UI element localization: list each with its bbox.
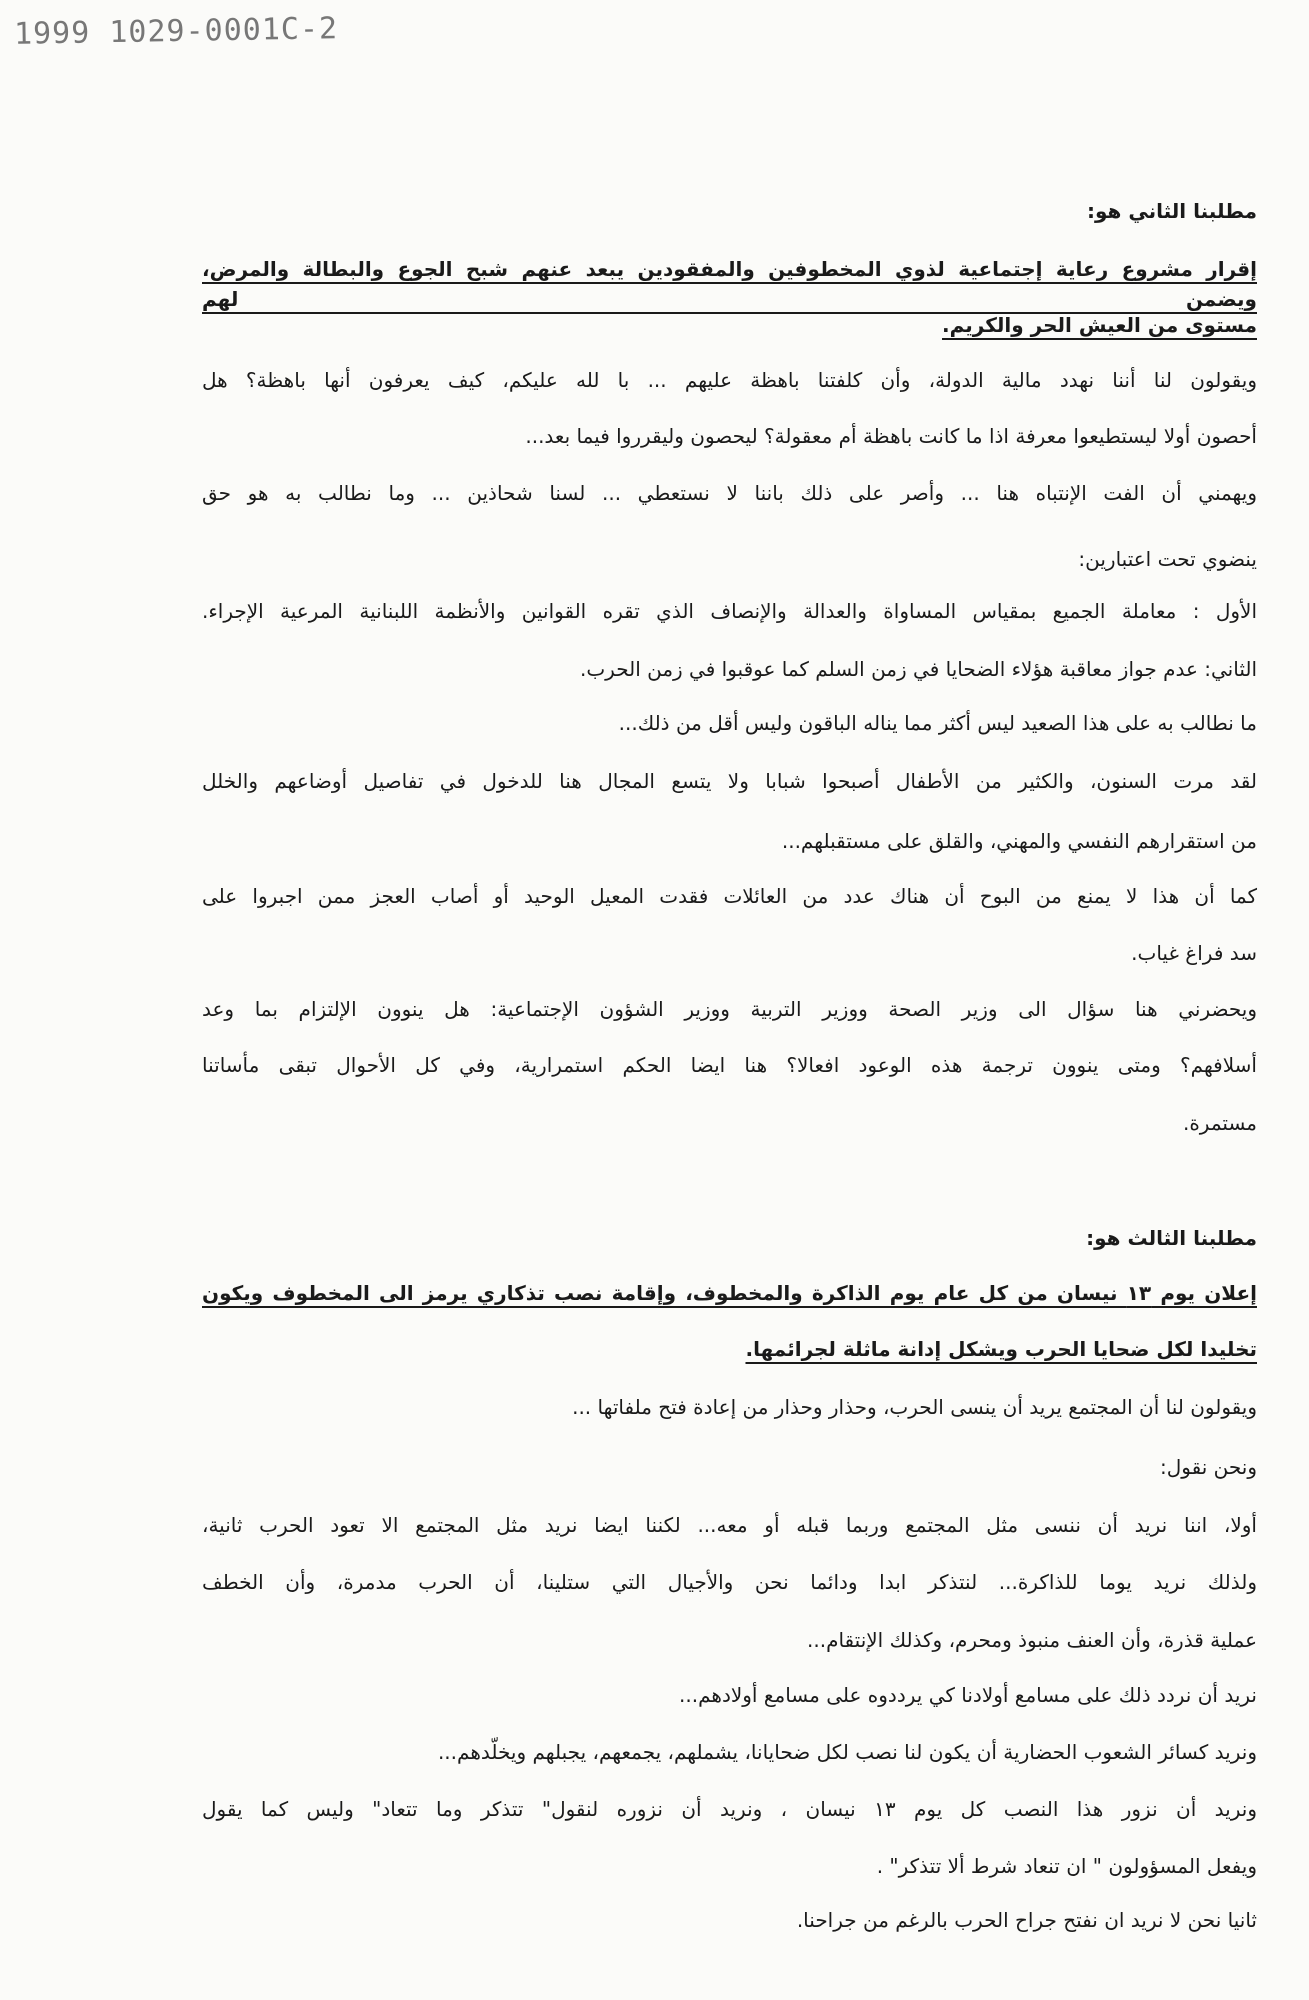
paragraph-line: من استقرارهم النفسي والمهني، والقلق على مستقبلهم... — [781, 829, 1257, 853]
paragraph-line: ونريد أن نزور هذا النصب كل يوم ١٣ نيسان ، ونريد أن نزوره لنقول" تتذكر وما تتعاد" وليس كما يقول — [202, 1797, 1257, 1821]
paragraph-line: ونحن نقول: — [1159, 1455, 1257, 1479]
paragraph-line: كما أن هذا لا يمنع من البوح أن هناك عدد من العائلات فقدت المعيل الوحيد أو أصاب العجز ممن اجبروا على — [202, 884, 1257, 908]
paragraph-line: ويهمني أن الفت الإنتباه هنا ... وأصر على ذلك باننا لا نستعطي ... لسنا شحاذين ... وما نطالب به هو حق — [202, 481, 1257, 505]
demand-three-statement-end: تخليدا لكل ضحايا الحرب ويشكل إدانة ماثلة لجرائمها. — [745, 1337, 1257, 1361]
paragraph-line: أولا، اننا نريد أن ننسى مثل المجتمع وربما قبله أو معه... لكننا ايضا نريد مثل المجتمع الا تعود الحرب ثانية، — [202, 1513, 1257, 1537]
paragraph-line: ولذلك نريد يوما للذاكرة... لنتذكر ابدا ودائما نحن والأجيال التي ستلينا، أن الحرب مدمرة، وأن الخطف — [202, 1570, 1257, 1594]
paragraph-line: ونريد كسائر الشعوب الحضارية أن يكون لنا نصب لكل ضحايانا، يشملهم، يجمعهم، يجبلهم ويخلّدهم... — [437, 1740, 1257, 1764]
paragraph-line: ما نطالب به على هذا الصعيد ليس أكثر مما يناله الباقون وليس أقل من ذلك... — [618, 711, 1257, 735]
paragraph-line: نريد أن نردد ذلك على مسامع أولادنا كي يرددوه على مسامع أولادهم... — [679, 1683, 1257, 1707]
paragraph-line: ويحضرني هنا سؤال الى وزير الصحة ووزير التربية ووزير الشؤون الإجتماعية: هل ينوون الإلتزام بما وعد — [202, 997, 1257, 1021]
demand-three-statement: إعلان يوم ١٣ نيسان من كل عام يوم الذاكرة والمخطوف، وإقامة نصب تذكاري يرمز الى المخطوف ويكون — [202, 1281, 1257, 1305]
paragraph-line: الأول : معاملة الجميع بمقياس المساواة والعدالة والإنصاف الذي تقره القوانين والأنظمة اللبنانية المرعية الإجراء. — [202, 599, 1257, 623]
paragraph-line: مستمرة. — [1182, 1111, 1257, 1135]
demand-two-statement-end: مستوى من العيش الحر والكريم. — [942, 313, 1257, 337]
paragraph-line: عملية قذرة، وأن العنف منبوذ ومحرم، وكذلك الإنتقام... — [807, 1628, 1257, 1652]
paragraph-line: أحصون أولا ليستطيعوا معرفة اذا ما كانت باهظة أم معقولة؟ ليحصون وليقرروا فيما بعد... — [525, 424, 1257, 448]
paragraph-line: لقد مرت السنون، والكثير من الأطفال أصبحوا شبابا ولا يتسع المجال هنا للدخول في تفاصيل أوضاعهم والخلل — [202, 769, 1257, 793]
paragraph-line: ويقولون لنا أن المجتمع يريد أن ينسى الحرب، وحذار وحذار من إعادة فتح ملفاتها ... — [572, 1395, 1257, 1419]
paragraph-line: الثاني: عدم جواز معاقبة هؤلاء الضحايا في زمن السلم كما عوقبوا في زمن الحرب. — [579, 657, 1257, 681]
demand-two-heading: مطلبنا الثاني هو: — [1087, 199, 1257, 223]
paragraph-line: ويفعل المسؤولون " ان تنعاد شرط ألا تتذكر" . — [876, 1854, 1257, 1878]
handwritten-archive-code: 1999 1029-0001C-2 — [13, 11, 339, 52]
paragraph-line: أسلافهم؟ ومتى ينوون ترجمة هذه الوعود افعالا؟ هنا ايضا الحكم استمرارية، وفي كل الأحوال تبقى مأساتنا — [202, 1053, 1257, 1077]
paragraph-line: ينضوي تحت اعتبارين: — [1078, 547, 1257, 571]
paragraph-line: ويقولون لنا أننا نهدد مالية الدولة، وأن كلفتنا باهظة عليهم ... با لله عليكم، كيف يعرفون أنها باهظة؟ هل — [202, 368, 1257, 392]
demand-three-heading: مطلبنا الثالث هو: — [1086, 1226, 1257, 1250]
demand-two-statement: إقرار مشروع رعاية إجتماعية لذوي المخطوفين والمفقودين يبعد عنهم شبح الجوع والبطالة والمرض، ويضمن لهم — [202, 257, 1257, 311]
paragraph-line: سد فراغ غياب. — [1131, 941, 1257, 965]
paragraph-line: ثانيا نحن لا نريد ان نفتح جراح الحرب بالرغم من جراحنا. — [796, 1908, 1257, 1932]
